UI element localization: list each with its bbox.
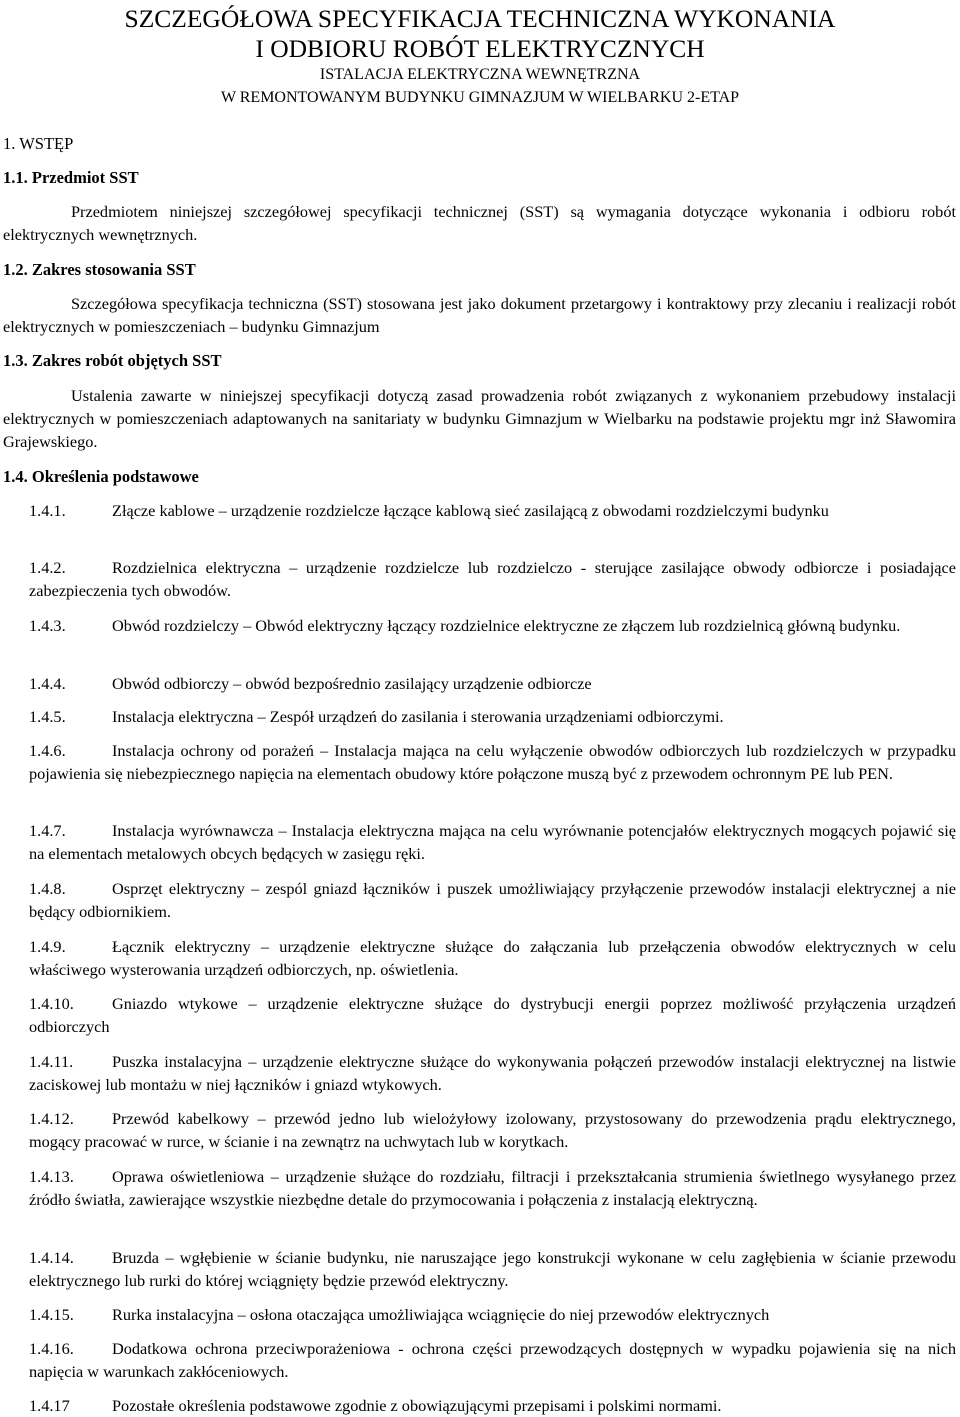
definition-number: 1.4.10. [29,994,74,1013]
definition-text: Złącze kablowe – urządzenie rozdzielcze łączące kablową sieć zasilającą z obwodami rozdzielczymi budynku [112,501,829,520]
definition-number: 1.4.3. [29,616,66,635]
section-text-1-3: Ustalenia zawarte w niniejszej specyfikacji dotyczą zasad prowadzenia robót związanych z wykonaniem przebudowy instalacji elektrycznych w pomieszczeniach adaptowanych na sanitariaty w budynku Gimnazjum w Wielbarku na podstawie projektu mgr inż Sławomira Grajewskiego. [3,386,956,451]
definition-item [29,556,956,602]
definition-text: Bruzda – wgłębienie w ścianie budynku, nie naruszające jego konstrukcji wykonane w celu zagłębienia w ścianie przewodu elektrycznego lub rurki do której wciągnięty będzie przewód elektryczny. [29,1248,956,1290]
definition-text: Gniazdo wtykowe – urządzenie elektryczne służące do dystrybucji energii poprzez możliwość przyłączenia urządzeń odbiorczych [29,994,956,1036]
definition-item [29,614,956,637]
definition-item [29,1050,956,1096]
definition-item [29,1303,956,1326]
definition-number: 1.4.4. [29,674,66,693]
definition-item [29,1337,956,1383]
definition-text: Instalacja wyrównawcza – Instalacja elektryczna mająca na celu wyrównanie potencjałów elektrycznych mogących pojawić się na elementach metalowych obcych będących w zasięgu ręki. [29,821,956,863]
document-title-line2: I ODBIORU ROBÓT ELEKTRYCZNYCH [255,34,705,63]
definition-number: 1.4.5. [29,707,66,726]
section-heading-1-1: 1.1. Przedmiot SST [3,168,139,187]
definition-number: 1.4.13. [29,1167,74,1186]
definition-text: Pozostałe określenia podstawowe zgodnie z obowiązującymi przepisami i polskimi normami. [112,1396,722,1415]
definition-text: Oprawa oświetleniowa – urządzenie służące do rozdziału, filtracji i przekształcania strumienia świetlnego wysyłanego przez źródło światła, zawierające wszystkie niezbędne detale do przymocowania i połączenia z instalacją elektryczną. [29,1167,956,1209]
definition-text: Instalacja ochrony od porażeń – Instalacja mająca na celu wyłączenie obwodów odbiorczych lub rozdzielczych w przypadku pojawienia się niebezpiecznego napięcia na elementach obudowy które połączone muszą być z przewodem ochronnym PE lub PEN. [29,741,956,783]
document-title-line1: SZCZEGÓŁOWA SPECYFIKACJA TECHNICZNA WYKONANIA [124,4,836,33]
definition-item [29,1394,956,1417]
definition-text: Rurka instalacyjna – osłona otaczająca umożliwiająca wciągnięcie do niej przewodów elektrycznych [112,1305,770,1324]
definition-number: 1.4.7. [29,821,66,840]
definition-item [29,877,956,923]
document-subtitle-line1: ISTALACJA ELEKTRYCZNA WEWNĘTRZNA [319,66,641,83]
definition-item [29,499,956,522]
definition-number: 1.4.11. [29,1052,74,1071]
definition-item [29,992,956,1038]
definition-item [29,672,956,695]
definition-number: 1.4.14. [29,1248,74,1267]
definition-number: 1.4.2. [29,558,66,577]
section-text-1-2: Szczegółowa specyfikacja techniczna (SST) stosowana jest jako dokument przetargowy i kontraktowy przy zlecaniu i realizacji robót elektrycznych w pomieszczeniach – budynku Gimnazjum [3,294,956,336]
definition-item [29,739,956,785]
document-subtitle-line2: W REMONTOWANYM BUDYNKU GIMNAZJUM W WIELBARKU 2-ETAP [220,89,740,106]
definition-text: Przewód kabelkowy – przewód jedno lub wielożyłowy izolowany, przystosowany do przewodzenia prądu elektrycznego, mogący pracować w rurce, w ścianie i na zewnątrz na uchwytach lub w korytkach. [29,1109,956,1151]
definition-text: Obwód rozdzielczy – Obwód elektryczny łączący rozdzielnice elektryczne ze złączem lub rozdzielnicą główną budynku. [112,616,901,635]
definition-number: 1.4.1. [29,501,66,520]
definition-item [29,819,956,865]
definition-item [29,705,956,728]
section-heading-1-4: 1.4. Określenia podstawowe [3,467,199,486]
definition-number: 1.4.6. [29,741,66,760]
definition-item [29,1165,956,1211]
definition-number: 1.4.9. [29,937,66,956]
definition-text: Osprzęt elektryczny – zespól gniazd łączników i puszek umożliwiający przyłączenie przewodów instalacji elektrycznej a nie będący odbiornikiem. [29,879,956,921]
definition-number: 1.4.12. [29,1109,74,1128]
definition-text: Rozdzielnica elektryczna – urządzenie rozdzielcze lub rozdzielczo - sterujące zasilające obwody odbiorcze i posiadające zabezpieczenia tych obwodów. [29,558,956,600]
definition-text: Instalacja elektryczna – Zespół urządzeń do zasilania i sterowania urządzeniami odbiorczymi. [112,707,724,726]
definition-text: Puszka instalacyjna – urządzenie elektryczne służące do wykonywania połączeń przewodów instalacji elektrycznej na listwie zaciskowej lub montażu w niej łączników i gniazd wtykowych. [29,1052,956,1094]
definition-item [29,935,956,981]
definition-item [29,1107,956,1153]
definition-number: 1.4.15. [29,1305,74,1324]
section-text-1-1: Przedmiotem niniejszej szczegółowej specyfikacji technicznej (SST) są wymagania dotyczące wykonania i odbioru robót elektrycznych wewnętrznych. [3,202,956,244]
definition-text: Dodatkowa ochrona przeciwporażeniowa - ochrona części przewodzących dostępnych w wypadku pojawienia się na nich napięcia w warunkach zakłóceniowych. [29,1339,956,1381]
definition-number: 1.4.8. [29,879,66,898]
definition-number: 1.4.17 [29,1396,70,1415]
section-heading-1-3: 1.3. Zakres robót objętych SST [3,351,222,370]
section-heading-1-2: 1.2. Zakres stosowania SST [3,260,196,279]
definition-number: 1.4.16. [29,1339,74,1358]
definition-text: Obwód odbiorczy – obwód bezpośrednio zasilający urządzenie odbiorcze [112,674,592,693]
definition-item [29,1246,956,1292]
definition-text: Łącznik elektryczny – urządzenie elektryczne służące do załączania lub przełączenia obwodów elektrycznych w celu właściwego wysterowania urządzeń odbiorczych, np. oświetlenia. [29,937,956,979]
section-heading-1: 1. WSTĘP [3,134,74,153]
